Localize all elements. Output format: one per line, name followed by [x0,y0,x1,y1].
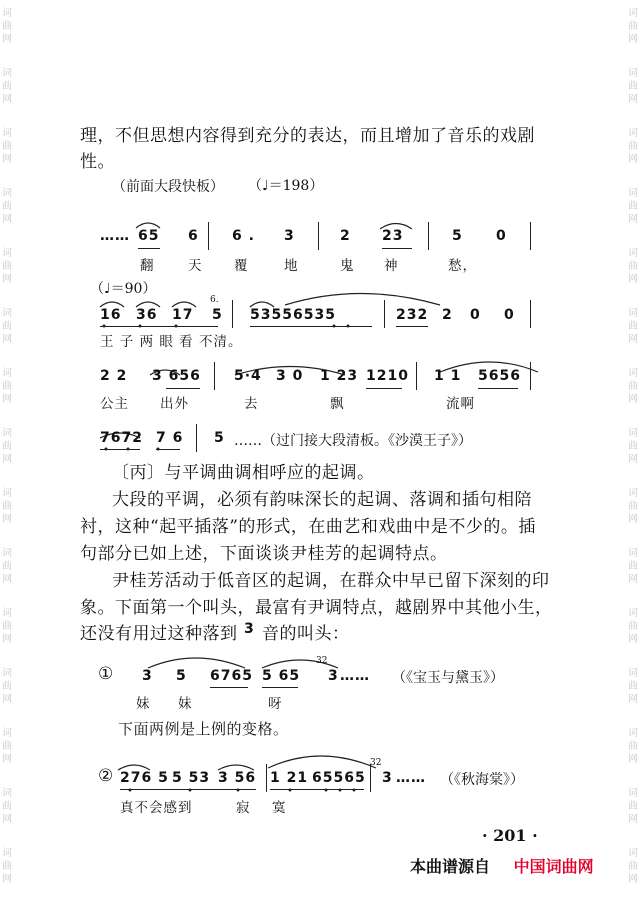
watermark-char: 网 [2,34,12,45]
watermark-char: 网 [2,874,12,885]
score-note: 3 0 [276,368,304,384]
underline [262,687,298,688]
tempo-marking: （♩＝198） [248,178,324,194]
grace-note: 32 [316,656,328,666]
score-note: 0 [470,307,481,323]
underline [366,388,402,389]
watermark-char: 曲 [628,441,638,452]
underline [396,326,428,327]
score-note: 3 [328,668,339,684]
watermark-char: 词 [2,668,12,679]
watermark-char: 网 [628,154,638,165]
watermark-char: 网 [2,334,12,345]
lyric: 出外 [160,396,189,412]
watermark-char: 曲 [628,321,638,332]
watermark-char: 词 [2,728,12,739]
score-note: 0 [504,307,515,323]
barline [318,222,319,250]
underline [250,326,372,327]
source-label: （《宝玉与黛玉》） [392,670,504,686]
watermark-char: 网 [2,274,12,285]
barline [196,424,197,452]
watermark-char: 网 [2,694,12,705]
barline [530,300,531,328]
watermark-char: 网 [628,874,638,885]
watermark-char: 曲 [2,21,12,32]
lyric: 翻 [140,258,155,274]
lyric: 呀 [268,696,283,712]
watermark-char: 网 [2,514,12,525]
watermark-char: 网 [2,754,12,765]
lyric: 王 子 两 眼 看 不清。 [100,334,243,350]
score-note: 65 [138,228,160,244]
score-note: 5 65 [262,668,301,684]
watermark-char: 网 [628,94,638,105]
score-note: 3 [382,770,393,786]
score-note: （前面大段快板） [112,179,224,195]
score-note: 3 [142,668,153,684]
score-lead: …… [396,770,426,786]
watermark-char: 词 [628,248,638,259]
paragraph-line: 理，不但思想内容得到充分的表达，而且增加了音乐的戏剧 [80,126,535,146]
score-note: 7672 [100,430,143,446]
score-note: 65565 [312,770,366,786]
watermark-char: 词 [2,428,12,439]
watermark-char: 词 [2,788,12,799]
watermark-char: 词 [628,128,638,139]
watermark-char: 曲 [2,861,12,872]
watermark-char: 词 [628,428,638,439]
score-note: 3 [284,228,295,244]
underline [270,789,364,790]
barline [208,222,209,250]
watermark-char: 曲 [628,621,638,632]
barline [384,300,385,328]
lyric: 鬼 [340,258,355,274]
paragraph-line: 音的叫头： [262,624,350,644]
barline [530,222,531,250]
underline [138,248,160,249]
watermark-char: 词 [628,188,638,199]
score-note: 5 53 [172,770,211,786]
score-note: 5656 [478,368,521,384]
score-note: 5 [452,228,463,244]
example-index: ① [98,664,114,684]
score-note: 7 6 [156,430,184,446]
score-note: 2 [340,228,351,244]
watermark-char: 词 [2,548,12,559]
score-note: 0 [496,228,507,244]
watermark-char: 曲 [628,381,638,392]
page-number: · 201 · [482,826,538,845]
barline [232,300,233,328]
watermark-char: 词 [2,308,12,319]
score-annotation: ……（过门接大段清板。《沙漠王子》） [234,433,472,449]
watermark-char: 网 [628,334,638,345]
watermark-char: 网 [2,214,12,225]
underline [120,789,256,790]
watermark-char: 词 [2,128,12,139]
watermark-char: 词 [2,608,12,619]
watermark-char: 词 [628,488,638,499]
watermark-char: 曲 [628,801,638,812]
paragraph-line: 尹桂芳活动于低音区的起调，在群众中早已留下深刻的印 [112,571,550,591]
watermark-char: 网 [628,34,638,45]
paragraph-line: 衬，这种“起平插落”的形式，在曲艺和戏曲中是不少的。插 [80,517,536,537]
watermark-char: 曲 [2,381,12,392]
score-note: 23 [382,228,404,244]
source-label: （《秋海棠》） [440,772,524,788]
watermark-char: 网 [628,394,638,405]
lyric: 去 [244,396,259,412]
watermark-char: 网 [628,574,638,585]
watermark-char: 曲 [628,141,638,152]
lyric: 地 [284,258,299,274]
lyric: 愁， [448,258,477,274]
footer-site-link[interactable]: 中国词曲网 [513,857,594,876]
watermark-char: 曲 [2,621,12,632]
score-note: 53556535 [250,307,336,323]
watermark-char: 词 [2,68,12,79]
watermark-char: 词 [628,608,638,619]
score-note: 17 [172,307,194,323]
score-note: 232 [396,307,429,323]
grace-note: 6. [210,295,219,305]
watermark-char: 曲 [2,561,12,572]
example-index: ② [98,766,114,786]
watermark-char: 网 [628,634,638,645]
score-note: 5 [214,430,225,446]
paragraph-line: 性。 [80,152,115,172]
watermark-char: 词 [628,308,638,319]
watermark-char: 词 [2,188,12,199]
score-lead: …… [100,228,130,244]
barline [416,362,417,390]
score-note: 3 [244,621,255,637]
watermark-char: 曲 [2,741,12,752]
watermark-char: 词 [628,548,638,559]
score-note: 276 5 [120,770,169,786]
watermark-char: 网 [2,454,12,465]
paragraph-line: 大段的平调，必须有韵味深长的起调、落调和插句相陪 [112,490,532,510]
underline [166,388,200,389]
watermark-char: 词 [628,68,638,79]
paragraph-line: 象。下面第一个叫头，最富有尹调特点，越剧界中其他小生， [80,598,553,618]
paragraph-line: 下面两例是上例的变格。 [118,720,289,738]
score-note: 6 [188,228,199,244]
watermark-char: 词 [2,368,12,379]
score-note: 2 2 [100,368,128,384]
watermark-char: 词 [628,728,638,739]
barline [530,362,531,390]
watermark-char: 曲 [628,201,638,212]
watermark-char: 网 [628,454,638,465]
watermark-char: 网 [628,274,638,285]
watermark-char: 曲 [628,561,638,572]
watermark-char: 网 [628,514,638,525]
watermark-char: 曲 [2,441,12,452]
tempo-marking: （♩＝90） [90,281,157,297]
underline [210,687,248,688]
watermark-char: 曲 [2,501,12,512]
watermark-char: 词 [2,8,12,19]
score-note: 1 23 [320,368,359,384]
barline [266,764,267,792]
score-note: 1 1 [434,368,462,384]
lyric: 流啊 [446,396,475,412]
watermark-char: 网 [2,154,12,165]
watermark-char: 词 [2,488,12,499]
watermark-char: 曲 [628,501,638,512]
watermark-char: 网 [628,214,638,225]
score-note: 6 . [232,228,255,244]
lyric: 飘 [330,396,345,412]
watermark-char: 曲 [2,321,12,332]
watermark-char: 网 [628,694,638,705]
score-note: 6765 [210,668,253,684]
underline [156,449,180,450]
lyric: 真不会感到 [120,800,193,816]
barline [428,222,429,250]
score-note: 5 [212,307,223,323]
score-note: 1210 [366,368,409,384]
watermark-char: 曲 [628,21,638,32]
watermark-char: 曲 [628,81,638,92]
barline [370,764,371,792]
watermark-char: 网 [2,634,12,645]
watermark-char: 网 [2,574,12,585]
score-note: 16 [100,307,122,323]
score-note: 5·4 [234,368,262,384]
watermark-char: 曲 [2,261,12,272]
underline [382,248,412,249]
score-lead: …… [340,668,370,684]
footer-source [410,854,594,877]
grace-note: 32 [370,758,382,768]
score-note: 1 21 [270,770,309,786]
lyric: 覆 [234,258,249,274]
score-note: 5 [176,668,187,684]
watermark-char: 曲 [628,681,638,692]
barline [214,362,215,390]
underline [100,326,218,327]
watermark-char: 词 [628,8,638,19]
paragraph-line: 还没有用过这种落到 [80,624,238,644]
paragraph-line: 句部分已如上述，下面谈谈尹桂芳的起调特点。 [80,544,448,564]
watermark-char: 曲 [2,201,12,212]
watermark-char: 词 [628,368,638,379]
lyric: 妹 [136,696,151,712]
watermark-char: 词 [628,668,638,679]
score-note: 36 [136,307,158,323]
underline [478,388,518,389]
watermark-char: 曲 [628,261,638,272]
watermark-char: 网 [628,754,638,765]
watermark-char: 词 [2,248,12,259]
watermark-char: 网 [2,814,12,825]
watermark-char: 词 [628,788,638,799]
watermark-char: 曲 [2,81,12,92]
watermark-char: 曲 [2,141,12,152]
score-note: 3 656 [152,368,201,384]
watermark-char: 网 [2,94,12,105]
watermark-char: 曲 [628,861,638,872]
lyric: 神 [384,258,399,274]
watermark-char: 曲 [2,681,12,692]
section-heading: 〔丙〕与平调曲调相呼应的起调。 [112,463,375,483]
lyric: 妹 [178,696,193,712]
lyric: 天 [188,258,203,274]
footer-prefix: 本曲谱源自 [410,857,491,876]
watermark-char: 网 [2,394,12,405]
lyric: 公主 [100,396,129,412]
lyric: 寂 [236,800,251,816]
score-note: 2 [442,307,453,323]
watermark-char: 曲 [628,741,638,752]
watermark-char: 网 [628,814,638,825]
watermark-char: 曲 [2,801,12,812]
score-note: 3 56 [218,770,257,786]
watermark-char: 词 [2,848,12,859]
watermark-char: 词 [628,848,638,859]
underline [100,449,140,450]
lyric: 寞 [272,800,287,816]
